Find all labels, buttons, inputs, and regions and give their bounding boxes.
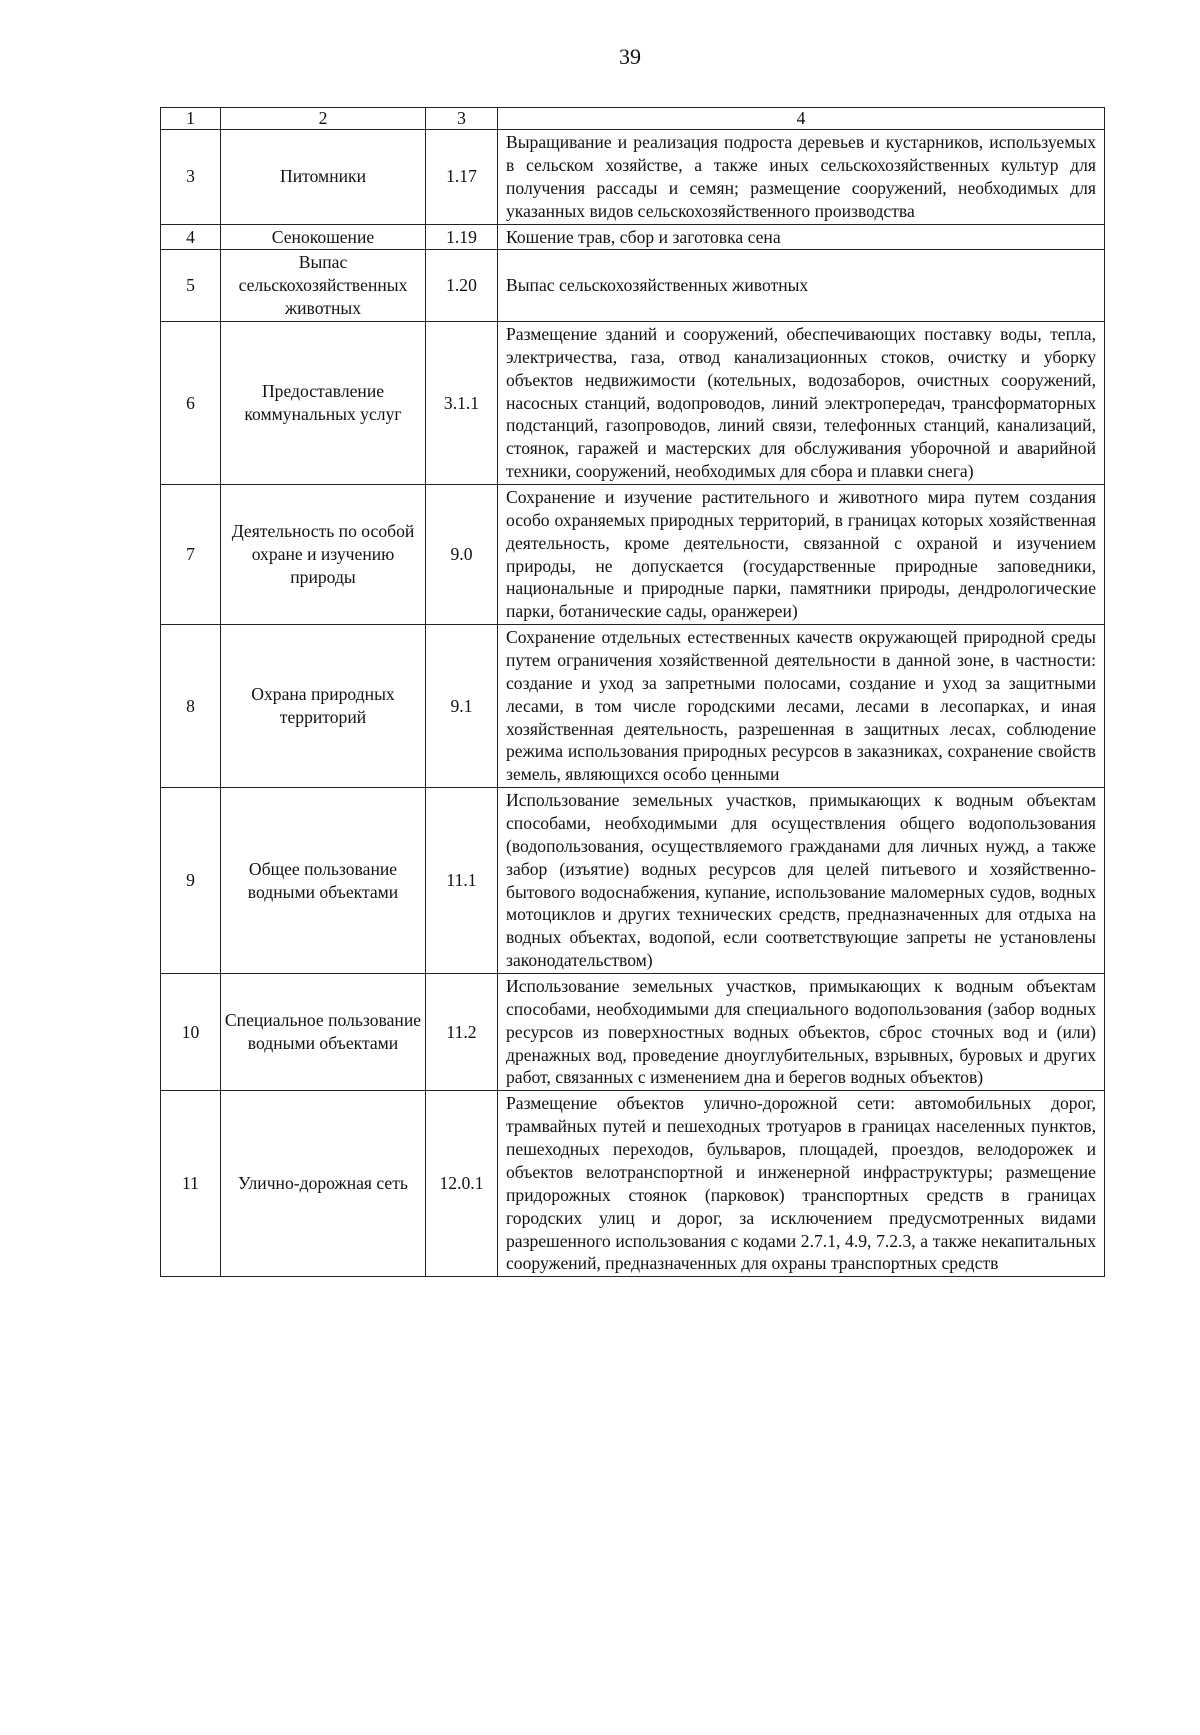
table-row [161,1091,1105,1277]
use-type-name: Улично-дорожная сеть [221,1091,426,1277]
use-type-code: 9.0 [426,485,498,625]
use-type-description: Размещение объектов улично-дорожной сети: автомобильных дорог, трамвайных путей и пешеходных тротуаров в границах населенных пунктов, пешеходных переходов, бульваров, площадей, проездов, велодорожек и объектов велотранспортной и инженерной инфраструктуры; размещение придорожных стоянок (парковок) транспортных средств в границах городских улиц и дорог, за исключением предусмотренных видами разрешенного использования с кодами 2.7.1, 4.9, 7.2.3, а также некапитальных сооружений, предназначенных для охраны транспортных средств [498,1091,1105,1277]
use-type-code: 1.20 [426,250,498,322]
use-type-description: Выпас сельскохозяйственных животных [498,250,1105,322]
row-number: 7 [161,485,221,625]
use-type-description: Сохранение отдельных естественных качеств окружающей природной среды путем ограничения хозяйственной деятельности в данной зоне, в частности: создание и уход за запретными полосами, создание и уход за защитными лесами, в том числе городскими лесами, лесами в лесопарках, и иная хозяйственная деятельность, разрешенная в защитных лесах, соблюдение режима использования природных ресурсов в заказниках, сохранение свойств земель, являющихся особо ценными [498,625,1105,788]
use-type-description: Кошение трав, сбор и заготовка сена [498,224,1105,250]
use-type-description: Использование земельных участков, примыкающих к водным объектам способами, необходимыми для специального водопользования (забор водных ресурсов из поверхностных водных объектов, сброс сточных вод и (или) дренажных вод, проведение дноуглубительных, взрывных, буровых и других работ, связанных с изменением дна и берегов водных объектов) [498,974,1105,1091]
use-type-code: 12.0.1 [426,1091,498,1277]
use-type-name: Специальное пользование водными объектами [221,974,426,1091]
row-number: 8 [161,625,221,788]
row-number: 6 [161,321,221,484]
column-header: 1 [161,108,221,130]
table-row [161,224,1105,250]
table-header-row [161,108,1105,130]
row-number: 5 [161,250,221,322]
use-type-description: Размещение зданий и сооружений, обеспечивающих поставку воды, тепла, электричества, газа, отвод канализационных стоков, очистку и уборку объектов недвижимости (котельных, водозаборов, очистных сооружений, насосных станций, водопроводов, линий электропередач, трансформаторных подстанций, газопроводов, линий связи, телефонных станций, канализаций, стоянок, гаражей и мастерских для обслуживания уборочной и аварийной техники, сооружений, необходимых для сбора и плавки снега) [498,321,1105,484]
row-number: 9 [161,788,221,974]
use-type-name: Охрана природных территорий [221,625,426,788]
use-type-description: Сохранение и изучение растительного и животного мира путем создания особо охраняемых природных территорий, в границах которых хозяйственная деятельность, кроме деятельности, связанной с охраной и изучением природы, не допускается (государственные природные заповедники, национальные и природные парки, памятники природы, дендрологические парки, ботанические сады, оранжереи) [498,485,1105,625]
column-header: 4 [498,108,1105,130]
row-number: 11 [161,1091,221,1277]
use-type-code: 3.1.1 [426,321,498,484]
use-type-code: 9.1 [426,625,498,788]
use-type-name: Общее пользование водными объектами [221,788,426,974]
table-row [161,130,1105,224]
page-number: 39 [619,44,641,69]
use-type-name: Деятельность по особой охране и изучению природы [221,485,426,625]
use-type-name: Питомники [221,130,426,224]
row-number: 3 [161,130,221,224]
use-type-name: Предоставление коммунальных услуг [221,321,426,484]
table-row [161,625,1105,788]
column-header: 2 [221,108,426,130]
table-row [161,788,1105,974]
use-type-code: 11.1 [426,788,498,974]
land-use-table [160,107,1105,1277]
table-row [161,485,1105,625]
use-type-name: Выпас сельскохозяйственных животных [221,250,426,322]
use-type-name: Сенокошение [221,224,426,250]
use-type-description: Использование земельных участков, примыкающих к водным объектам способами, необходимыми для осуществления общего водопользования (водопользования, осуществляемого гражданами для личных нужд, а также забор (изъятие) водных ресурсов для целей питьевого и хозяйственно-бытового водоснабжения, купание, использование маломерных судов, водных мотоциклов и другиx технических средств, предназначенных для отдыха на водных объектах, водопой, если соответствующие запреты не установлены законодательством) [498,788,1105,974]
table-row [161,321,1105,484]
use-type-code: 1.19 [426,224,498,250]
use-type-code: 1.17 [426,130,498,224]
table-row [161,250,1105,322]
use-type-code: 11.2 [426,974,498,1091]
table-row [161,974,1105,1091]
row-number: 4 [161,224,221,250]
row-number: 10 [161,974,221,1091]
column-header: 3 [426,108,498,130]
use-type-description: Выращивание и реализация подроста деревьев и кустарников, используемых в сельском хозяйстве, а также иных сельскохозяйственных культур для получения рассады и семян; размещение сооружений, необходимых для указанных видов сельскохозяйственного производства [498,130,1105,224]
